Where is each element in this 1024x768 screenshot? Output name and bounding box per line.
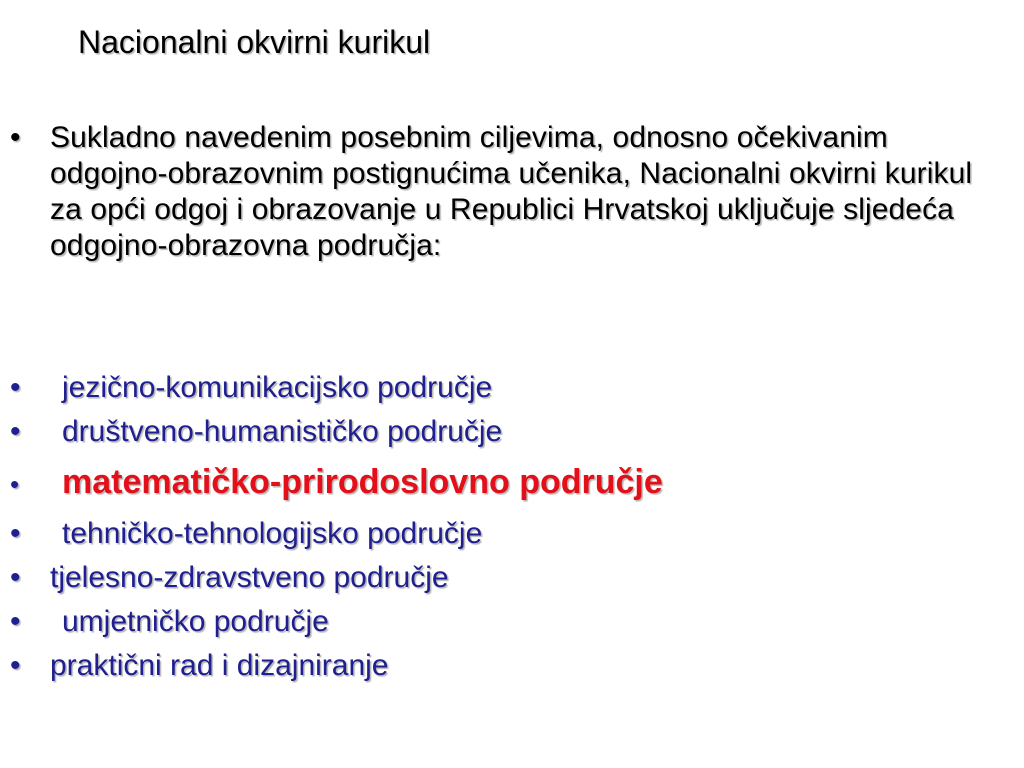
area-label: tjelesno-zdravstveno područje [50,561,449,594]
list-item-math-science [10,458,1000,508]
list-item-social-humanistic [10,410,1000,454]
list-item-practical-work-design [10,644,1000,688]
bullet-point: • [10,121,21,154]
list-item-language-communication [10,366,1000,410]
area-label: društveno-humanističko područje [62,415,503,448]
bullet-point: • [10,415,21,448]
list-item-physical-health [10,556,1000,600]
bullet-point: • [10,371,21,404]
bullet-point: • [10,469,20,499]
area-label: praktični rad i dizajniranje [50,649,389,682]
intro-text: Sukladno navedenim posebnim ciljevima, odnosno očekivanim odgojno-obrazovnim postignućima učenika, Nacionalni okvirni kurikul za opći odgoj i obrazovanje u Republici Hrvatskoj uključuje sljedeća odgojno-obrazovna područja: [50,121,973,262]
area-label-highlighted: matematičko-prirodoslovno područje [62,463,663,501]
list-item-technical-technological [10,512,1000,556]
area-label: tehničko-tehnologijsko područje [62,517,483,550]
bullet-point: • [10,561,21,594]
curriculum-areas-list [10,366,1000,688]
area-label: jezično-komunikacijsko područje [62,371,493,404]
intro-paragraph [10,120,1000,264]
bullet-point: • [10,605,21,638]
bullet-point: • [10,649,21,682]
area-label: umjetničko područje [62,605,329,638]
bullet-point: • [10,517,21,550]
list-item-arts [10,600,1000,644]
slide-title: Nacionalni okvirni kurikul [78,24,431,60]
